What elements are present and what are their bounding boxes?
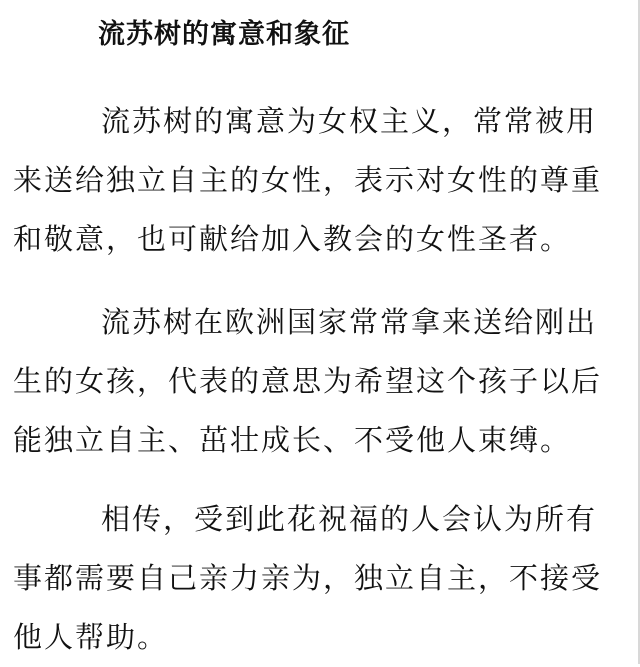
- paragraph-line: 流苏树在欧洲国家常常拿来送给刚出: [101, 305, 598, 339]
- paragraph-line: 事都需要自己亲力亲为，独立自主，不接受: [13, 561, 603, 595]
- paragraph-line: 能独立自主、茁壮成长、不受他人束缚。: [13, 423, 572, 457]
- paragraph-line: 和敬意，也可献给加入教会的女性圣者。: [13, 222, 572, 256]
- paragraph-europe: [13, 293, 633, 470]
- paragraph-legend: [13, 490, 633, 667]
- page-title: 流苏树的寓意和象征: [98, 19, 350, 50]
- paragraph-line: 生的女孩，代表的意思为希望这个孩子以后: [13, 364, 603, 398]
- paragraph-meaning: [13, 92, 633, 269]
- paragraph-line: 流苏树的寓意为女权主义，常常被用: [101, 104, 598, 138]
- paragraph-line: 相传，受到此花祝福的人会认为所有: [101, 502, 598, 536]
- paragraph-line: 来送给独立自主的女性，表示对女性的尊重: [13, 163, 603, 197]
- paragraph-line: 他人帮助。: [13, 620, 169, 654]
